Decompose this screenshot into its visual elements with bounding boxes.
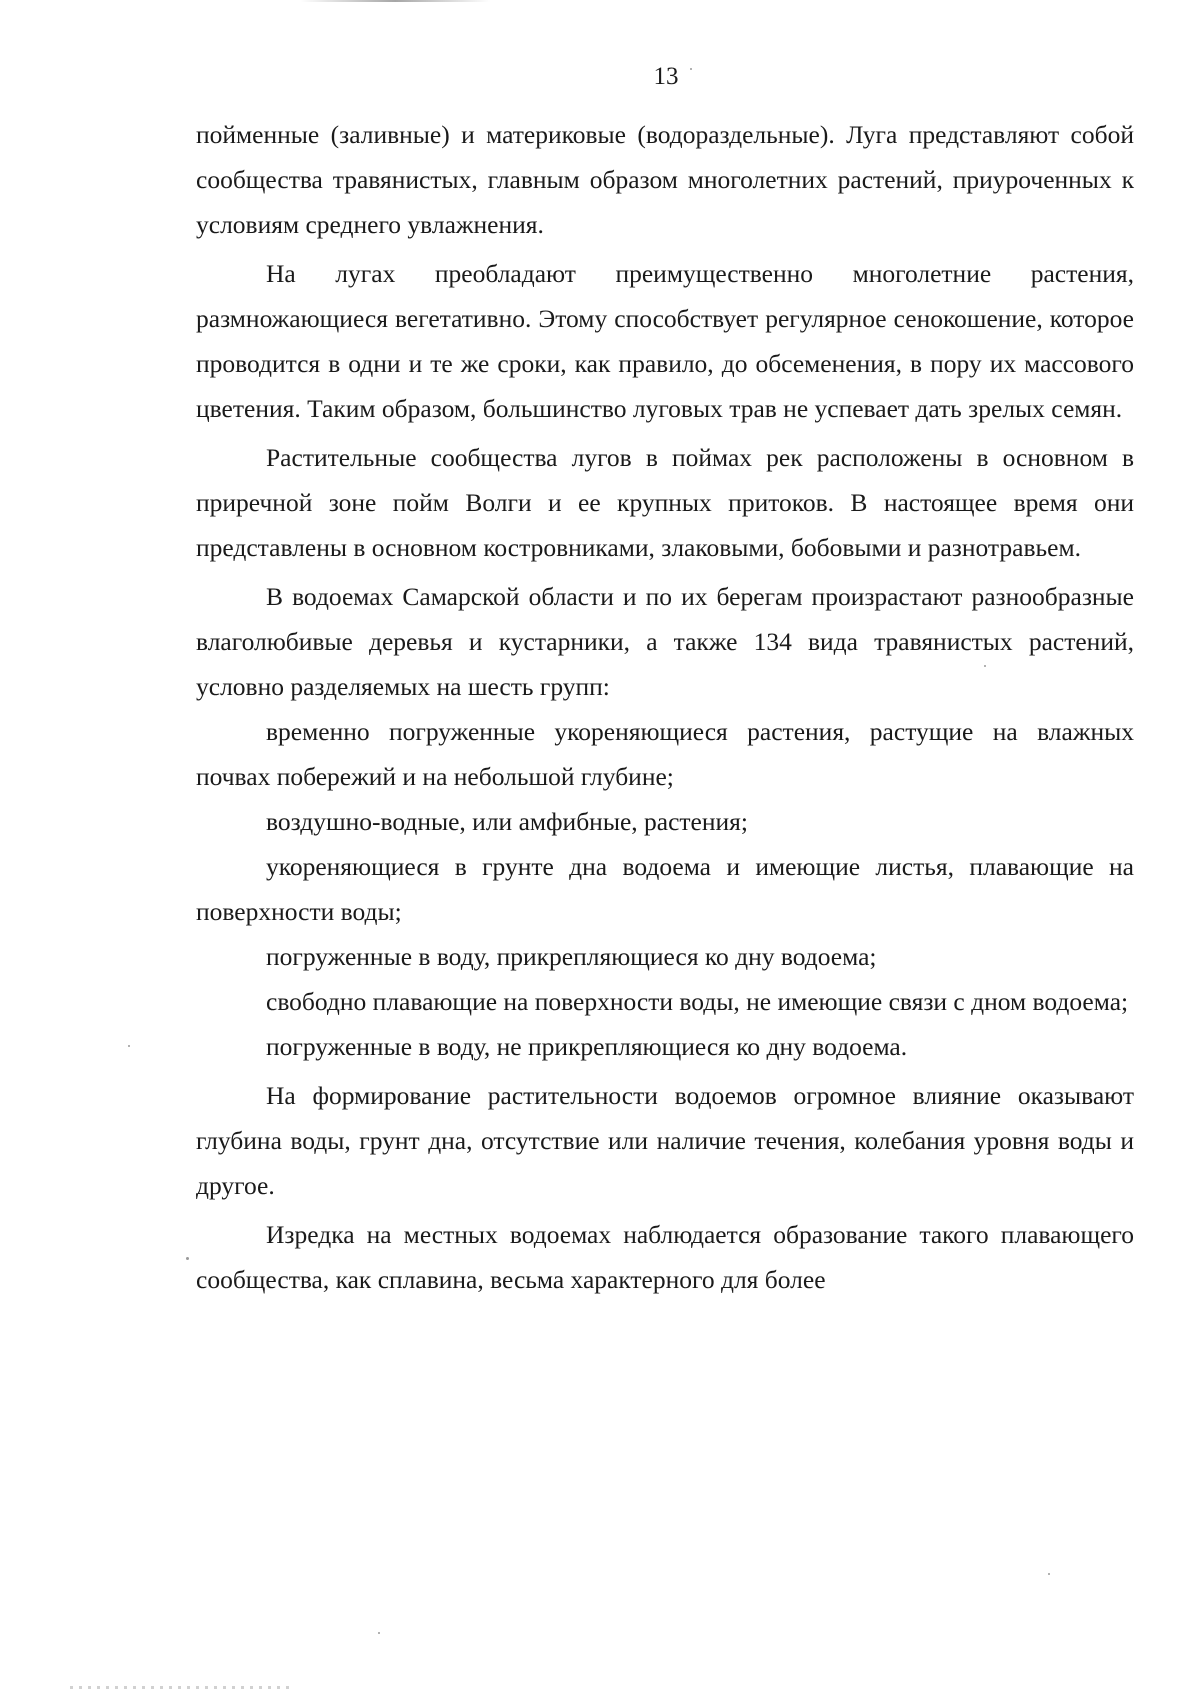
paragraph-4: В водоемах Самарской области и по их берегам произрастают разнообразные влаголюбивые деревья и кустарники, а также 134 вида травянистых растений, условно разделяемых на шесть групп: <box>196 582 1134 701</box>
page-number: 13 <box>653 63 679 90</box>
scan-speck <box>186 1257 189 1260</box>
list-item-1: временно погруженные укореняющиеся растения, растущие на влажных почвах побережий и на небольшой глубине; <box>196 717 1134 791</box>
scan-speck <box>128 1045 130 1047</box>
scan-speck <box>984 665 986 667</box>
list-item-3: укореняющиеся в грунте дна водоема и имеющие листья, плавающие на поверхности воды; <box>196 852 1134 926</box>
scan-speck <box>378 1632 380 1634</box>
paragraph-1: пойменные (заливные) и материковые (водораздельные). Луга представляют собой сообщества травянистых, главным образом многолетних растений, приуроченных к условиям среднего увлажнения. <box>196 120 1134 239</box>
paragraph-6: Изредка на местных водоемах наблюдается образование такого плавающего сообщества, как сплавина, весьма характерного для более <box>196 1220 1134 1294</box>
list-item-6: погруженные в воду, не прикрепляющиеся ко дну водоема. <box>266 1032 908 1061</box>
list-item-4: погруженные в воду, прикрепляющиеся ко дну водоема; <box>266 942 877 971</box>
scan-edge-mark <box>300 0 490 2</box>
list-item-5: свободно плавающие на поверхности воды, не имеющие связи с дном водоема; <box>266 987 1129 1016</box>
list-item-2: воздушно-водные, или амфибные, растения; <box>266 807 748 836</box>
paragraph-5: На формирование растительности водоемов огромное влияние оказывают глубина воды, грунт дна, отсутствие или наличие течения, колебания уровня воды и другое. <box>196 1081 1134 1200</box>
body-text <box>196 112 1134 1302</box>
paragraph-3: Растительные сообщества лугов в поймах рек расположены в основном в приречной зоне пойм Волги и ее крупных притоков. В настоящее время они представлены в основном костровниками, злаковыми, бобовыми и разнотравьем. <box>196 443 1134 562</box>
scan-speck <box>1048 1573 1050 1575</box>
paragraph-2: На лугах преобладают преимущественно многолетние растения, размножающиеся вегетативно. Этому способствует регулярное сенокошение, которое проводится в одни и те же сроки, как правило, до обсеменения, в пору их массового цветения. Таким образом, большинство луговых трав не успевает дать зрелых семян. <box>196 259 1134 423</box>
scan-speck <box>690 68 692 70</box>
scan-edge-mark <box>70 1686 290 1689</box>
